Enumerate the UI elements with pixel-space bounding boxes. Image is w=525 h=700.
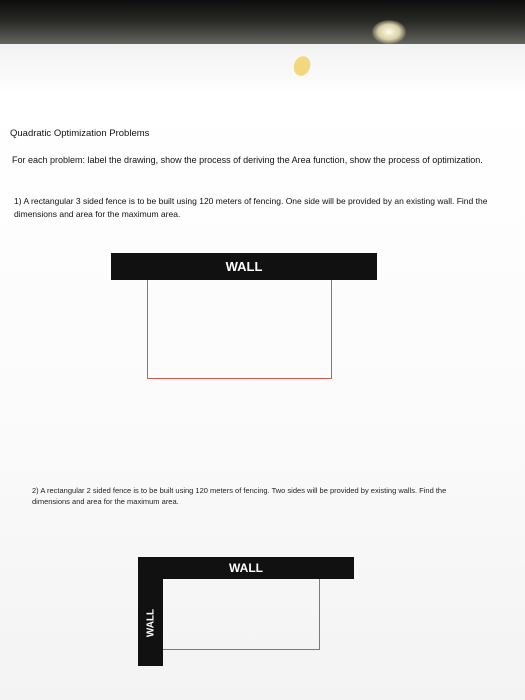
problem-2-side-wall-label: WALL xyxy=(145,608,156,637)
problem-2-text: 2) A rectangular 2 sided fence is to be built using 120 meters of fencing. Two sides will be provided by existing walls. Find the dimensions and area for the maximum area. xyxy=(32,486,447,506)
problem-1-fence xyxy=(147,280,332,379)
worksheet-title: Quadratic Optimization Problems xyxy=(10,128,150,139)
problem-2-top-wall xyxy=(138,557,354,579)
light-glare xyxy=(372,20,406,44)
photo-background xyxy=(0,0,525,48)
problem-2-top-wall-label: WALL xyxy=(229,561,263,575)
instructions-text: For each problem: label the drawing, show the process of deriving the Area function, show the process of optimization. xyxy=(12,155,483,165)
problem-1-text: 1) A rectangular 3 sided fence is to be built using 120 meters of fencing. One side will be provided by an existing wall. Find the dimensions and area for the maximum area. xyxy=(14,196,488,219)
problem-2-fence xyxy=(163,579,320,650)
problem-1-wall-label: WALL xyxy=(225,259,263,274)
problem-2-side-wall xyxy=(138,579,163,666)
problem-1-wall xyxy=(111,253,377,280)
